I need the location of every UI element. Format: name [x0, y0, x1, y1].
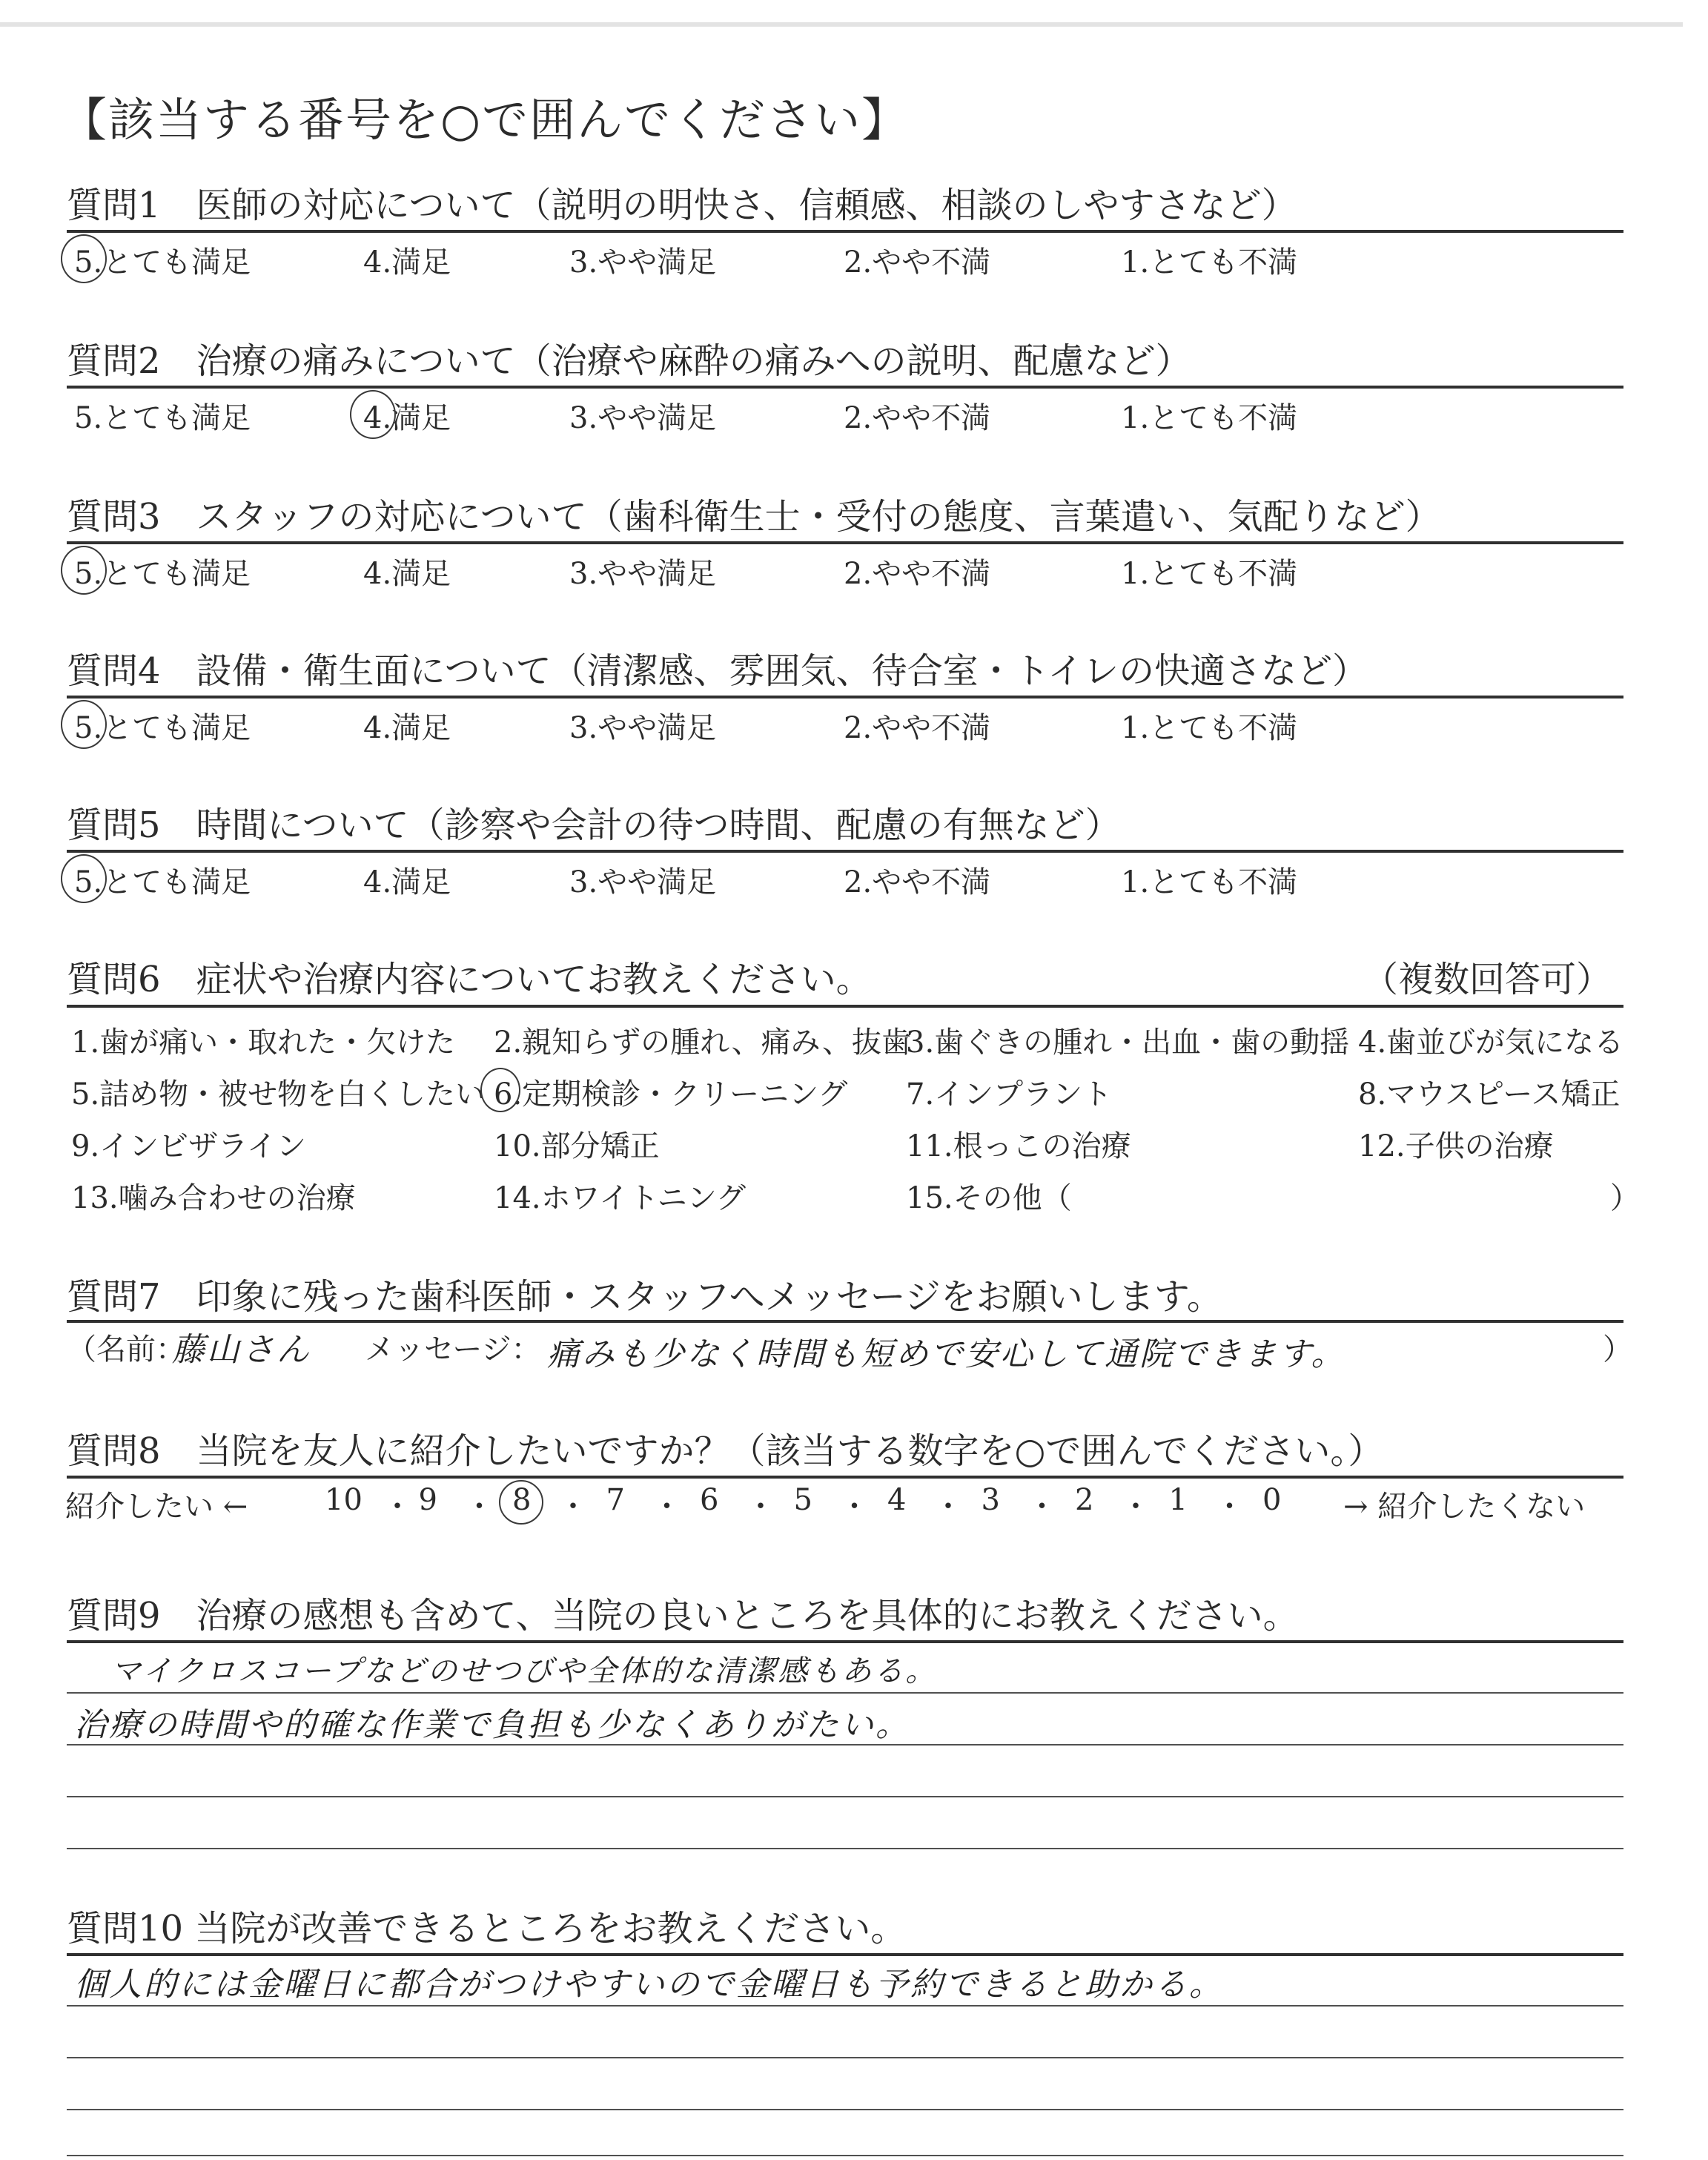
q2-option-3[interactable]: 3.やや満足: [569, 401, 717, 435]
q9-line-1: [67, 1692, 1623, 1694]
q6-option-8[interactable]: 8.マウスピース矯正: [1358, 1077, 1621, 1112]
scan-top-edge: [0, 22, 1683, 27]
q8-separator: ・: [464, 1490, 494, 1524]
q2-rule: [67, 386, 1623, 389]
q4-option-5[interactable]: 5.とても満足: [74, 711, 251, 745]
q6-option-13[interactable]: 13.噛み合わせの治療: [71, 1181, 356, 1215]
q7-label: 質問7 印象に残った歯科医師・スタッフへメッセージをお願いします。: [67, 1276, 1222, 1318]
q8-separator: ・: [933, 1490, 963, 1524]
q1-option-1[interactable]: 1.とても不満: [1121, 245, 1298, 280]
q10-line-2: [67, 2057, 1623, 2058]
q8-right-label: → 紹介したくない: [1343, 1490, 1586, 1524]
q3-option-5[interactable]: 5.とても満足: [74, 557, 251, 591]
q1-rule: [67, 230, 1623, 233]
q1-label: 質問1 医師の対応について（説明の明快さ、信頼感、相談のしやすさなど）: [67, 185, 1297, 226]
q6-option-7[interactable]: 7.インプラント: [906, 1077, 1113, 1112]
q4-option-3[interactable]: 3.やや満足: [569, 711, 717, 745]
q3-option-3[interactable]: 3.やや満足: [569, 557, 717, 591]
q8-scale-8[interactable]: 8: [512, 1483, 532, 1517]
q5-option-1[interactable]: 1.とても不満: [1121, 865, 1298, 899]
q1-option-5[interactable]: 5.とても満足: [74, 245, 251, 280]
q4-option-1[interactable]: 1.とても不満: [1121, 711, 1298, 745]
q8-separator: ・: [383, 1490, 412, 1524]
q6-option-4[interactable]: 4.歯並びが気になる: [1358, 1025, 1624, 1060]
q4-option-2[interactable]: 2.やや不満: [844, 711, 991, 745]
q9-label: 質問9 治療の感想も含めて、当院の良いところを具体的にお教えください。: [67, 1595, 1299, 1636]
q3-label: 質問3 スタッフの対応について（歯科衛生士・受付の態度、言葉遣い、気配りなど）: [67, 496, 1441, 538]
q6-option-3[interactable]: 3.歯ぐきの腫れ・出血・歯の動揺: [906, 1025, 1350, 1060]
q6-option-10[interactable]: 10.部分矯正: [494, 1129, 660, 1163]
q8-scale-0[interactable]: 0: [1262, 1483, 1282, 1517]
q10-line-4: [67, 2155, 1623, 2156]
q5-option-2[interactable]: 2.やや不満: [844, 865, 991, 899]
q8-selected-circle: [499, 1480, 543, 1525]
q5-selected-circle: [61, 854, 107, 903]
q8-scale-4[interactable]: 4: [887, 1483, 907, 1517]
q7-message-value[interactable]: 痛みも少なく時間も短めで安心して通院できます。: [547, 1335, 1346, 1373]
q8-scale-3[interactable]: 3: [981, 1483, 1000, 1517]
q9-answer-1[interactable]: マイクロスコープなどのせつびや全体的な清潔感もある。: [111, 1654, 938, 1688]
q7-message-label: メッセージ：: [365, 1332, 541, 1367]
q5-option-4[interactable]: 4.満足: [363, 865, 451, 899]
q6-option-1[interactable]: 1.歯が痛い・取れた・欠けた: [71, 1025, 456, 1060]
q3-option-4[interactable]: 4.満足: [363, 557, 451, 591]
q2-option-2[interactable]: 2.やや不満: [844, 401, 991, 435]
q8-label: 質問8 当院を友人に紹介したいですか？（該当する数字を○で囲んでください。）: [67, 1430, 1384, 1472]
q6-selected-circle: [480, 1068, 520, 1112]
q9-answer-2[interactable]: 治療の時間や的確な作業で負担も少なくありがたい。: [74, 1706, 910, 1744]
q8-separator: ・: [1121, 1490, 1151, 1524]
q8-separator: ・: [839, 1490, 870, 1524]
q8-separator: ・: [652, 1490, 682, 1524]
q8-scale-1[interactable]: 1: [1168, 1483, 1188, 1517]
q8-separator: ・: [746, 1490, 775, 1524]
q3-option-2[interactable]: 2.やや不満: [844, 557, 991, 591]
q6-label: 質問6 症状や治療内容についてお教えください。: [67, 959, 872, 1000]
q3-rule: [67, 541, 1623, 544]
q5-option-5[interactable]: 5.とても満足: [74, 865, 251, 899]
q2-selected-circle: [350, 390, 396, 439]
q6-option-15[interactable]: 15.その他（: [906, 1181, 1072, 1215]
q2-option-4[interactable]: 4.満足: [363, 401, 451, 435]
q3-option-1[interactable]: 1.とても不満: [1121, 557, 1298, 591]
q2-option-5[interactable]: 5.とても満足: [74, 401, 251, 435]
q8-rule: [67, 1476, 1623, 1479]
q6-note: （複数回答可）: [1363, 959, 1612, 1000]
q6-rule: [67, 1005, 1623, 1008]
page-title: 【該当する番号を○で囲んでください】: [61, 93, 910, 147]
q4-label: 質問4 設備・衛生面について（清潔感、雰囲気、待合室・トイレの快適さなど）: [67, 650, 1368, 692]
q8-separator: ・: [558, 1490, 588, 1524]
q8-scale-2[interactable]: 2: [1075, 1483, 1094, 1517]
q3-selected-circle: [61, 546, 107, 595]
q7-close-paren: ）: [1603, 1332, 1632, 1367]
q10-line-1: [67, 2005, 1623, 2007]
q10-line-3: [67, 2109, 1623, 2110]
q1-option-4[interactable]: 4.満足: [363, 245, 451, 280]
q10-rule: [67, 1953, 1623, 1956]
q8-scale-7[interactable]: 7: [606, 1483, 625, 1517]
q4-option-4[interactable]: 4.満足: [363, 711, 451, 745]
q6-option-12[interactable]: 12.子供の治療: [1358, 1129, 1554, 1163]
q8-separator: ・: [1027, 1490, 1057, 1524]
q10-label: 質問10 当院が改善できるところをお教えください。: [67, 1908, 907, 1949]
q1-selected-circle: [61, 234, 107, 283]
q5-rule: [67, 850, 1623, 853]
q1-option-3[interactable]: 3.やや満足: [569, 245, 717, 280]
q6-other-close: ）: [1610, 1181, 1640, 1215]
q6-option-6[interactable]: 6.定期検診・クリーニング: [494, 1077, 848, 1112]
q4-rule: [67, 696, 1623, 698]
q9-line-3: [67, 1796, 1623, 1797]
q5-label: 質問5 時間について（診察や会計の待つ時間、配慮の有無など）: [67, 805, 1121, 846]
q4-selected-circle: [61, 700, 107, 749]
q8-separator: ・: [1214, 1490, 1245, 1524]
q6-option-9[interactable]: 9.インビザライン: [71, 1129, 306, 1163]
q8-scale-5[interactable]: 5: [793, 1483, 812, 1517]
q7-name-label: （名前：: [67, 1332, 185, 1367]
q8-scale-6[interactable]: 6: [700, 1483, 719, 1517]
q8-scale-10[interactable]: 10: [325, 1483, 363, 1517]
q9-rule: [67, 1640, 1623, 1643]
q6-option-14[interactable]: 14.ホワイトニング: [494, 1181, 747, 1215]
q2-option-1[interactable]: 1.とても不満: [1121, 401, 1298, 435]
q6-option-5[interactable]: 5.詰め物・被せ物を白くしたい: [71, 1077, 486, 1112]
q10-answer-1[interactable]: 個人的には金曜日に都合がつけやすいので金曜日も予約できると助かる。: [74, 1966, 1224, 2004]
q8-scale-9[interactable]: 9: [418, 1483, 437, 1517]
q6-option-11[interactable]: 11.根っこの治療: [906, 1129, 1131, 1163]
q7-name-value[interactable]: 藤山さん: [172, 1331, 311, 1369]
q9-line-4: [67, 1848, 1623, 1849]
q8-left-label: 紹介したい ←: [65, 1490, 248, 1524]
q5-option-3[interactable]: 3.やや満足: [569, 865, 717, 899]
q6-option-2[interactable]: 2.親知らずの腫れ、痛み、抜歯: [494, 1025, 911, 1060]
q1-option-2[interactable]: 2.やや不満: [844, 245, 991, 280]
q2-label: 質問2 治療の痛みについて（治療や麻酔の痛みへの説明、配慮など）: [67, 340, 1191, 382]
